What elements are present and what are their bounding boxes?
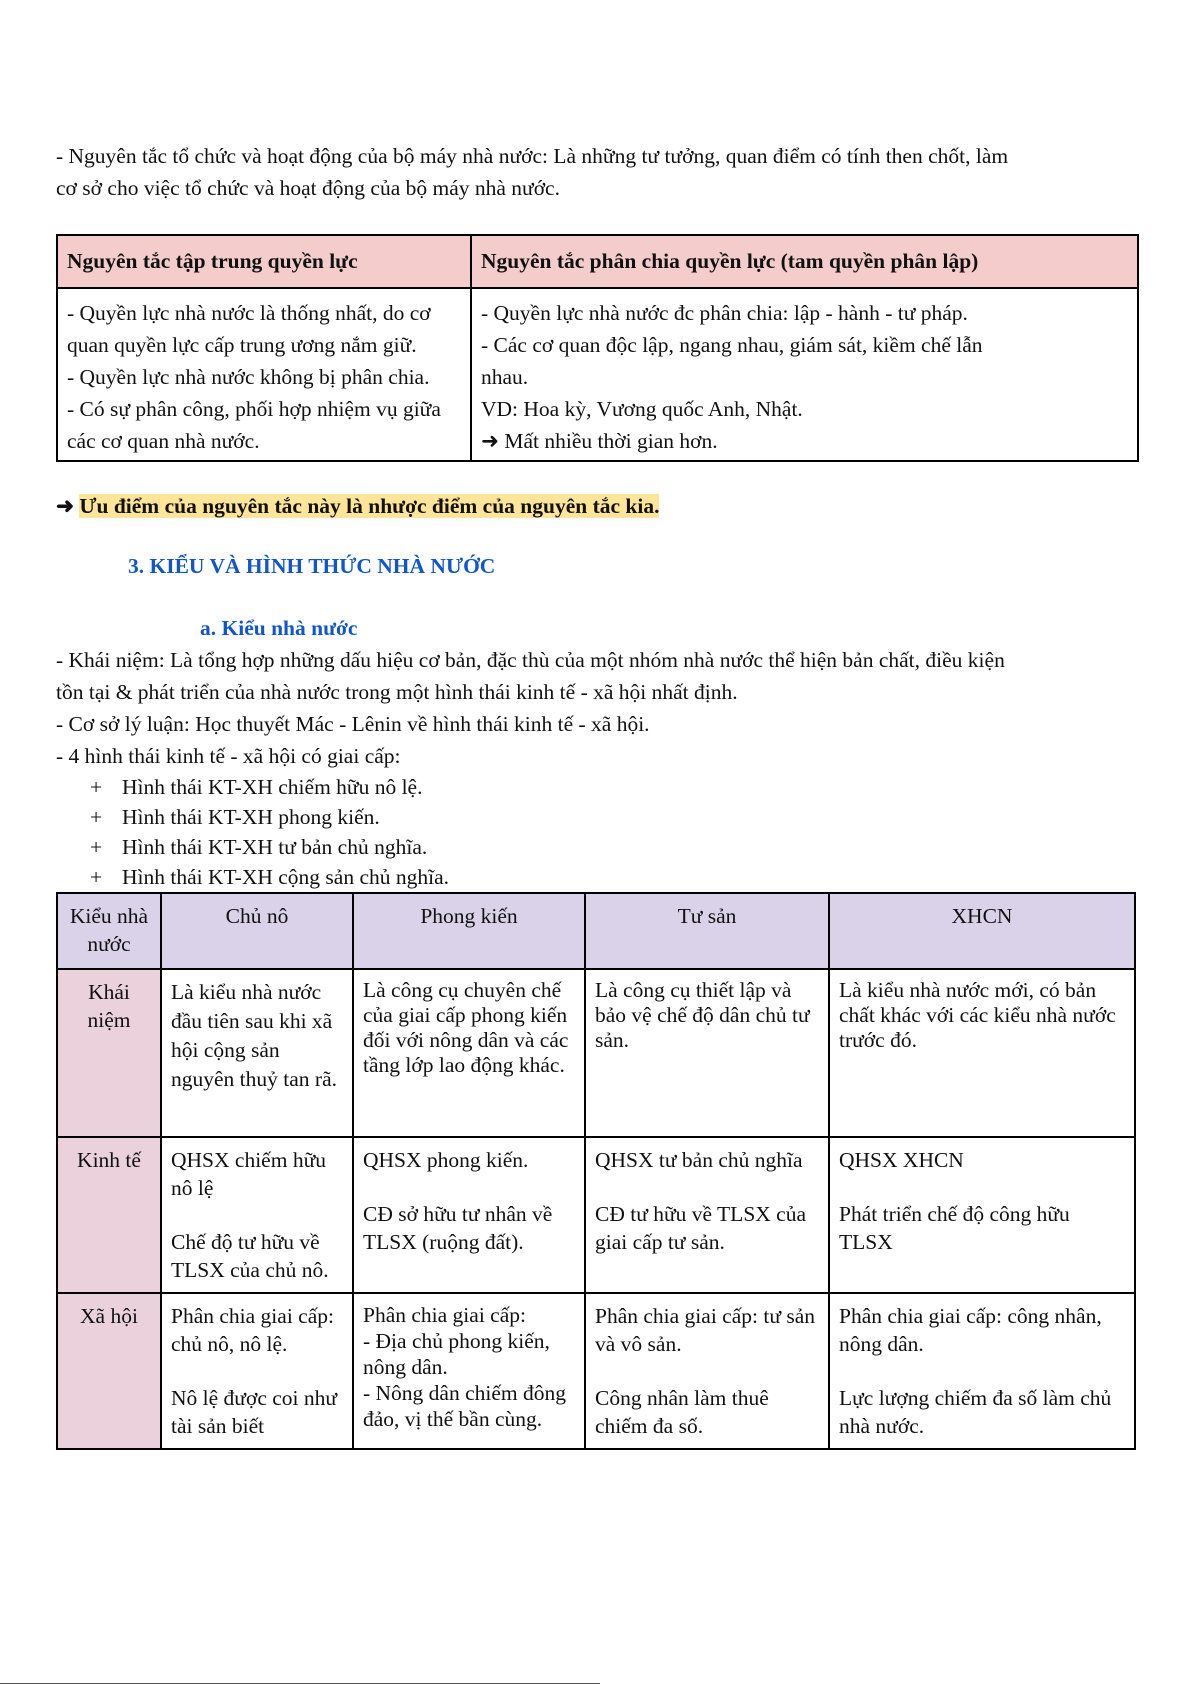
economy-feudal bbox=[353, 1137, 585, 1293]
text-line: - Quyền lực nhà nước không bị phân chia. bbox=[67, 365, 430, 389]
body-line: - Khái niệm: Là tổng hợp những dấu hiệu cơ bản, đặc thù của một nhóm nhà nước thể hiện bản chất, điều kiện bbox=[56, 648, 1005, 672]
society-feudal bbox=[353, 1293, 585, 1449]
cell-text: Chế độ tư hữu về TLSX của chủ nô. bbox=[171, 1230, 329, 1282]
cell-text: Công nhân làm thuê chiếm đa số. bbox=[595, 1386, 769, 1438]
plus-bullet: + bbox=[90, 835, 103, 859]
list-item-text: Hình thái KT-XH cộng sản chủ nghĩa. bbox=[122, 865, 450, 889]
text-line: nhau. bbox=[481, 365, 529, 389]
cell-text: QHSX tư bản chủ nghĩa bbox=[595, 1148, 803, 1172]
text-line: các cơ quan nhà nước. bbox=[67, 429, 260, 453]
body-line: - Cơ sở lý luận: Học thuyết Mác - Lênin về hình thái kinh tế - xã hội. bbox=[56, 712, 650, 736]
types-header-bourgeois: Tư sản bbox=[585, 893, 829, 969]
cell-text: Phân chia giai cấp: công nhân, nông dân. bbox=[839, 1304, 1102, 1356]
text-line: VD: Hoa kỳ, Vương quốc Anh, Nhật. bbox=[481, 397, 803, 421]
economy-slave bbox=[161, 1137, 353, 1293]
list-item bbox=[90, 862, 1136, 892]
concept-socialist bbox=[829, 969, 1135, 1137]
cell-text: CĐ sở hữu tư nhân về TLSX (ruộng đất). bbox=[363, 1202, 553, 1254]
body-line: - 4 hình thái kinh tế - xã hội có giai cấp: bbox=[56, 744, 401, 768]
cell-text: Lực lượng chiếm đa số làm chủ nhà nước. bbox=[839, 1386, 1112, 1438]
text-line: quan quyền lực cấp trung ương nắm giữ. bbox=[67, 333, 417, 357]
conclusion-line bbox=[56, 490, 1136, 522]
cell-text: Là công cụ chuyên chế của giai cấp phong kiến đối với nông dân và các tầng lớp lao động khác. bbox=[363, 978, 569, 1077]
plus-bullet: + bbox=[90, 805, 103, 829]
cell-text: Là kiểu nhà nước mới, có bản chất khác với các kiểu nhà nước trước đó. bbox=[839, 978, 1116, 1052]
document-page bbox=[56, 140, 1136, 1450]
society-bourgeois bbox=[585, 1293, 829, 1449]
economy-bourgeois bbox=[585, 1137, 829, 1293]
conclusion-highlight: Ưu điểm của nguyên tắc này là nhược điểm của nguyên tắc kia. bbox=[79, 494, 660, 518]
page-divider bbox=[0, 1683, 600, 1684]
intro-line-1: - Nguyên tắc tổ chức và hoạt động của bộ máy nhà nước: Là những tư tưởng, quan điểm có tính then chốt, làm bbox=[56, 144, 1009, 168]
cell-text: Là công cụ thiết lập và bảo vệ chế độ dân chủ tư sản. bbox=[595, 978, 810, 1052]
economy-socialist bbox=[829, 1137, 1135, 1293]
text-line: - Các cơ quan độc lập, ngang nhau, giám sát, kiềm chế lẫn bbox=[481, 333, 983, 357]
cell-text: Phân chia giai cấp: - Địa chủ phong kiến, nông dân. - Nông dân chiếm đông đảo, vị thế bần cùng. bbox=[363, 1303, 567, 1431]
list-item bbox=[90, 802, 1136, 832]
list-item-text: Hình thái KT-XH tư bản chủ nghĩa. bbox=[122, 835, 428, 859]
concept-slave bbox=[161, 969, 353, 1137]
row-label-economy: Kinh tế bbox=[57, 1137, 161, 1293]
cell-text: Phân chia giai cấp: chủ nô, nô lệ. bbox=[171, 1304, 334, 1356]
text-line: ➜ Mất nhiều thời gian hơn. bbox=[481, 429, 718, 453]
row-label-concept: Khái niệm bbox=[57, 969, 161, 1137]
body-text bbox=[56, 644, 1136, 772]
text-line: - Quyền lực nhà nước đc phân chia: lập - hành - tư pháp. bbox=[481, 301, 968, 325]
text-line: - Có sự phân công, phối hợp nhiệm vụ giữa bbox=[67, 397, 441, 421]
types-header-feudal: Phong kiến bbox=[353, 893, 585, 969]
plus-list bbox=[56, 772, 1136, 892]
cell-text: Là kiểu nhà nước đầu tiên sau khi xã hội cộng sản nguyên thuỷ tan rã. bbox=[171, 980, 337, 1091]
principles-centralized-cell bbox=[57, 288, 471, 461]
subsection-heading: a. Kiểu nhà nước bbox=[200, 616, 358, 640]
plus-bullet: + bbox=[90, 775, 103, 799]
cell-text: QHSX XHCN bbox=[839, 1148, 964, 1172]
arrow-icon: ➜ bbox=[56, 494, 80, 518]
types-header-socialist: XHCN bbox=[829, 893, 1135, 969]
principles-separation-cell bbox=[471, 288, 1138, 461]
row-label-society: Xã hội bbox=[57, 1293, 161, 1449]
state-types-table bbox=[56, 892, 1136, 1450]
types-header-label: Kiểu nhà nước bbox=[57, 893, 161, 969]
principles-header-centralized: Nguyên tắc tập trung quyền lực bbox=[57, 235, 471, 288]
text-line: - Quyền lực nhà nước là thống nhất, do cơ bbox=[67, 301, 431, 325]
cell-text: Phân chia giai cấp: tư sản và vô sản. bbox=[595, 1304, 816, 1356]
list-item bbox=[90, 832, 1136, 862]
society-socialist bbox=[829, 1293, 1135, 1449]
cell-text: QHSX chiếm hữu nô lệ bbox=[171, 1148, 326, 1200]
society-slave bbox=[161, 1293, 353, 1449]
cell-text: Phát triển chế độ công hữu TLSX bbox=[839, 1202, 1070, 1254]
cell-text: Nô lệ được coi như tài sản biết bbox=[171, 1386, 338, 1438]
types-header-slave: Chủ nô bbox=[161, 893, 353, 969]
cell-text: CĐ tư hữu về TLSX của giai cấp tư sản. bbox=[595, 1202, 807, 1254]
principles-header-separation: Nguyên tắc phân chia quyền lực (tam quyền phân lập) bbox=[471, 235, 1138, 288]
plus-bullet: + bbox=[90, 865, 103, 889]
intro-line-2: cơ sở cho việc tổ chức và hoạt động của bộ máy nhà nước. bbox=[56, 176, 560, 200]
list-item-text: Hình thái KT-XH phong kiến. bbox=[122, 805, 380, 829]
body-line: tồn tại & phát triển của nhà nước trong một hình thái kinh tế - xã hội nhất định. bbox=[56, 680, 738, 704]
concept-feudal bbox=[353, 969, 585, 1137]
cell-text: QHSX phong kiến. bbox=[363, 1148, 529, 1172]
list-item-text: Hình thái KT-XH chiếm hữu nô lệ. bbox=[122, 775, 423, 799]
principles-table bbox=[56, 234, 1139, 462]
section-heading: 3. KIỂU VÀ HÌNH THỨC NHÀ NƯỚC bbox=[128, 554, 496, 578]
list-item bbox=[90, 772, 1136, 802]
concept-bourgeois bbox=[585, 969, 829, 1137]
